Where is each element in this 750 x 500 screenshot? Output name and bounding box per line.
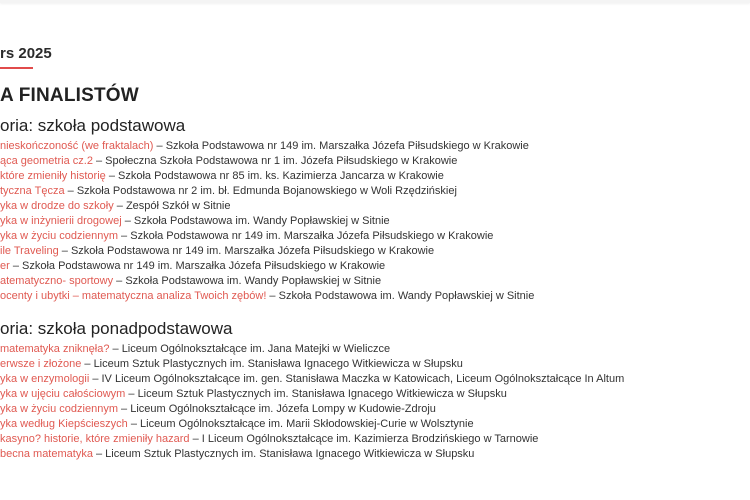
finalists-list-secondary [0, 342, 624, 462]
category-primary-title: oria: szkoła podstawowa [0, 116, 186, 135]
finalist-entry [0, 387, 624, 402]
finalist-entry [0, 372, 624, 387]
finalist-entry [0, 259, 534, 274]
school-name: Szkoła Podstawowa nr 149 im. Marszałka Józefa Piłsudskiego w Krakowie [130, 230, 494, 242]
finalist-entry [0, 184, 534, 199]
project-link[interactable]: becna matematyka [0, 448, 93, 460]
project-link[interactable]: yka w enzymologii [0, 373, 90, 385]
finalist-entry [0, 139, 534, 154]
separator-dash: – [113, 275, 126, 287]
project-link[interactable]: yka w drodze do szkoły [0, 200, 114, 212]
finalist-entry [0, 199, 534, 214]
school-name: Liceum Ogólnokształcące im. Marii Skłodowskiej-Curie w Wolsztynie [140, 418, 474, 430]
school-name: Szkoła Podstawowa nr 149 im. Marszałka Józefa Piłsudskiego w Krakowie [165, 140, 529, 152]
finalist-entry [0, 432, 624, 447]
school-name: Szkoła Podstawowa im. Wandy Popławskiej w Sitnie [133, 215, 390, 227]
project-link[interactable]: yka w życiu codziennym [0, 230, 118, 242]
separator-dash: – [58, 245, 71, 257]
separator-dash: – [81, 358, 94, 370]
school-name: Szkoła Podstawowa im. Wandy Popławskiej w Sitnie [278, 290, 535, 302]
project-link[interactable]: które zmieniły historię [0, 170, 106, 182]
separator-dash: – [118, 230, 131, 242]
category-secondary-title: oria: szkoła ponadpodstawowa [0, 319, 233, 338]
finalist-entry [0, 169, 534, 184]
separator-dash: – [189, 433, 202, 445]
project-link[interactable]: nieskończoność (we fraktalach) [0, 140, 154, 152]
finalist-entry [0, 357, 624, 372]
project-link[interactable]: yka według Kiepścieszych [0, 418, 128, 430]
school-name: Szkoła Podstawowa nr 149 im. Marszałka Józefa Piłsudskiego w Krakowie [22, 260, 386, 272]
project-link[interactable]: ile Traveling [0, 245, 59, 257]
separator-dash: – [89, 373, 102, 385]
project-link[interactable]: ocenty i ubytki – matematyczna analiza Twoich zębów! [0, 290, 267, 302]
separator-dash: – [109, 343, 122, 355]
finalist-entry [0, 402, 624, 417]
project-link[interactable]: erwsze i złożone [0, 358, 82, 370]
separator-dash: – [113, 200, 126, 212]
finalist-entry [0, 274, 534, 289]
school-name: I Liceum Ogólnokształcące im. Kazimierza Brodzińskiego w Tarnowie [201, 433, 539, 445]
finalist-entry [0, 447, 624, 462]
finalists-list-primary [0, 139, 534, 304]
separator-dash: – [9, 260, 23, 272]
project-link[interactable]: ąca geometria cz.2 [0, 155, 93, 167]
finalist-entry [0, 154, 534, 169]
project-link[interactable]: atematyczno- sportowy [0, 275, 114, 287]
school-name: Szkoła Podstawowa im. Wandy Popławskiej w Sitnie [125, 275, 382, 287]
finalist-entry [0, 342, 624, 357]
school-name: Szkoła Podstawowa nr 2 im. bł. Edmunda Bojanowskiego w Woli Rzędzińskiej [76, 185, 457, 197]
school-name: Szkoła Podstawowa nr 85 im. ks. Kazimierza Jancarza w Krakowie [118, 170, 444, 182]
separator-dash: – [64, 185, 77, 197]
school-name: Społeczna Szkoła Podstawowa nr 1 im. Józefa Piłsudskiego w Krakowie [105, 155, 458, 167]
separator-dash: – [92, 155, 106, 167]
project-link[interactable]: er [0, 260, 10, 272]
school-name: Liceum Ogólnokształcące im. Jana Matejki w Wieliczce [121, 343, 391, 355]
separator-dash: – [153, 140, 166, 152]
school-name: Liceum Sztuk Plastycznych im. Stanisława Ignacego Witkiewicza w Słupsku [105, 448, 475, 460]
project-link[interactable]: yka w życiu codziennym [0, 403, 118, 415]
finalist-entry [0, 214, 534, 229]
title-underline [0, 67, 33, 69]
project-link[interactable]: matematyka zniknęła? [0, 343, 110, 355]
separator-dash: – [127, 418, 141, 430]
school-name: IV Liceum Ogólnokształcące im. gen. Stanisława Maczka w Katowicach, Liceum Ogólnokształcące In Altum [101, 373, 625, 385]
year-title: rs 2025 [0, 45, 52, 62]
school-name: Liceum Sztuk Plastycznych im. Stanisława Ignacego Witkiewicza w Słupsku [93, 358, 463, 370]
finalists-heading: A FINALISTÓW [0, 85, 139, 106]
finalist-entry [0, 229, 534, 244]
separator-dash: – [118, 403, 131, 415]
finalist-entry [0, 417, 624, 432]
project-link[interactable]: yka w inżynierii drogowej [0, 215, 122, 227]
separator-dash: – [125, 388, 138, 400]
project-link[interactable]: yka w ujęciu całościowym [0, 388, 126, 400]
school-name: Liceum Sztuk Plastycznych im. Stanisława Ignacego Witkiewicza w Słupsku [137, 388, 507, 400]
separator-dash: – [266, 290, 279, 302]
finalist-entry [0, 289, 534, 304]
separator-dash: – [92, 448, 106, 460]
finalist-entry [0, 244, 534, 259]
school-name: Zespół Szkół w Sitnie [125, 200, 231, 212]
project-link[interactable]: tyczna Tęcza [0, 185, 65, 197]
school-name: Liceum Ogólnokształcące im. Józefa Lompy w Kudowie-Zdroju [130, 403, 436, 415]
separator-dash: – [121, 215, 134, 227]
separator-dash: – [105, 170, 118, 182]
project-link[interactable]: kasyno? historie, które zmieniły hazard [0, 433, 190, 445]
school-name: Szkoła Podstawowa nr 149 im. Marszałka Józefa Piłsudskiego w Krakowie [70, 245, 435, 257]
